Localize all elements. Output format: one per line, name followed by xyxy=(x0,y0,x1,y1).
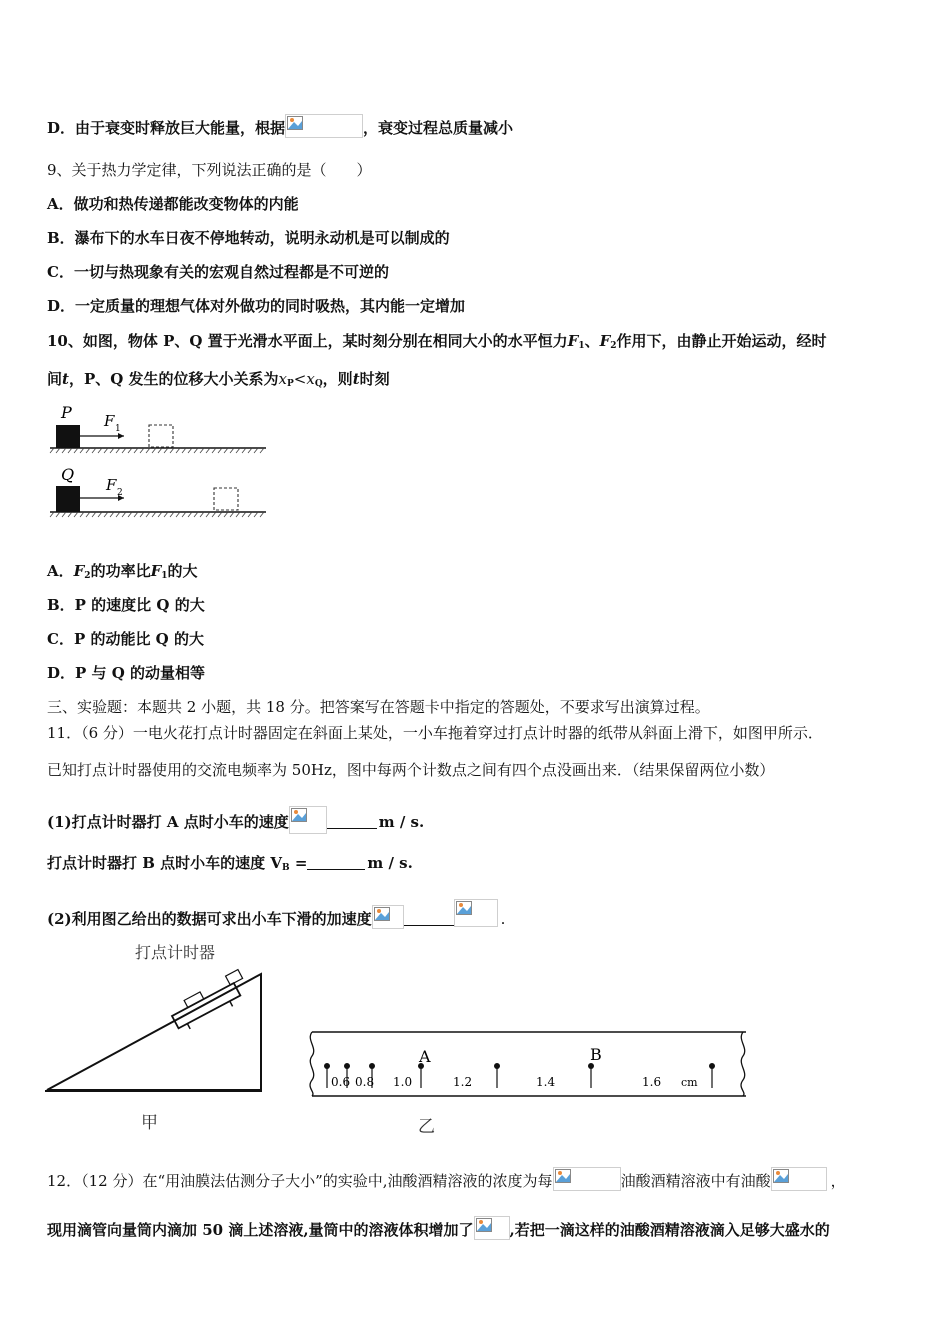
force-symbol: F xyxy=(73,562,85,580)
q10-text: 作用下，由静止开始运动，经时 xyxy=(616,332,827,350)
label-f1: F xyxy=(104,412,115,430)
unit-cm: cm xyxy=(681,1076,698,1089)
q8-option-d xyxy=(47,114,513,138)
q12-text-4: ,若把一滴这样的油酸酒精溶液滴入足够大盛水的 xyxy=(509,1221,830,1239)
q8-option-d-text: D．由于衰变时释放巨大能量，根据 xyxy=(47,119,286,137)
point-label-a: A xyxy=(419,1047,431,1066)
block-p xyxy=(56,425,80,448)
broken-image-icon xyxy=(476,1218,492,1232)
caption-yi: 乙 xyxy=(418,1117,435,1137)
tape-dot xyxy=(344,1063,350,1069)
q12-line2 xyxy=(47,1216,830,1240)
formula-image xyxy=(771,1167,827,1191)
subscript: 2 xyxy=(84,571,91,581)
q10-text: ，则 xyxy=(322,370,353,388)
q10-text: 间 xyxy=(47,370,63,388)
subscript: 1 xyxy=(578,341,585,351)
q10-option-a-text-2: 的大 xyxy=(167,562,198,580)
q11-part1-text: (1)打点计时器打 A 点时小车的速度 xyxy=(47,813,289,831)
label-p: P xyxy=(61,403,72,422)
label-f2: F xyxy=(106,476,117,494)
tape-left-torn xyxy=(310,1032,314,1096)
q10-figure xyxy=(44,400,274,525)
q12-comma: ， xyxy=(830,1172,846,1190)
dashed-block-p xyxy=(149,425,173,447)
formula-image xyxy=(454,899,498,927)
segment-label: 1.6 xyxy=(642,1075,662,1089)
figure-incline xyxy=(40,938,280,1138)
broken-image-icon xyxy=(456,901,472,915)
point-label-b: B xyxy=(590,1045,602,1064)
q9-option-a: A．做功和热传递都能改变物体的内能 xyxy=(47,195,299,213)
section3-heading: 三、实验题：本题共 2 小题，共 18 分。把答案写在答题卡中指定的答题处，不要求写出演算过程。 xyxy=(47,698,710,716)
broken-image-icon xyxy=(287,116,303,130)
figure-tape xyxy=(298,1020,758,1140)
time-symbol: t xyxy=(352,370,360,388)
x-symbol: x xyxy=(306,370,315,388)
period: . xyxy=(500,910,506,928)
q10-text: ，P、Q 发生的位移大小关系为 xyxy=(68,370,279,388)
unit-text: m / s. xyxy=(367,854,413,872)
q10-option-d: D．P 与 Q 的动量相等 xyxy=(47,664,206,682)
q10-option-a xyxy=(47,561,198,586)
subscript: 2 xyxy=(610,341,617,351)
q10-text: 10、如图，物体 P、Q 置于光滑水平面上，某时刻分别在相同大小的水平恒力 xyxy=(47,332,568,350)
q10-text: 时刻 xyxy=(359,370,390,388)
q10-option-b: B．P 的速度比 Q 的大 xyxy=(47,596,205,614)
unit-text: m / s. xyxy=(378,813,425,831)
tape-right-torn xyxy=(741,1032,745,1096)
answer-blank[interactable] xyxy=(307,855,365,870)
q11-part1b xyxy=(47,853,413,878)
block-q xyxy=(56,486,80,512)
tape-dot xyxy=(369,1063,375,1069)
q12-text-3: 现用滴管向量筒内滴加 50 滴上述溶液,量筒中的溶液体积增加了 xyxy=(47,1221,474,1239)
formula-image xyxy=(285,114,363,138)
broken-image-icon xyxy=(374,907,390,921)
equals-sign: = xyxy=(289,854,308,872)
q9-option-c: C．一切与热现象有关的宏观自然过程都是不可逆的 xyxy=(47,263,389,281)
q12-line1 xyxy=(47,1167,846,1191)
tape-dot xyxy=(709,1063,715,1069)
q11-part2-text: (2)利用图乙给出的数据可求出小车下滑的加速度 xyxy=(47,910,372,928)
q9-option-b: B．瀑布下的水车日夜不停地转动，说明永动机是可以制成的 xyxy=(47,229,450,247)
subscript: B xyxy=(281,863,290,873)
q11-part1 xyxy=(47,806,424,834)
subscript: P xyxy=(287,379,294,389)
q11-stem-line2: 已知打点计时器使用的交流电频率为 50Hz，图中每两个计数点之间有四个点没画出来．（结果保留两位小数） xyxy=(47,761,775,779)
answer-blank[interactable] xyxy=(404,911,454,926)
segment-label: 1.4 xyxy=(536,1075,556,1089)
tape-dot xyxy=(324,1063,330,1069)
segment-label: 1.0 xyxy=(393,1075,413,1089)
segment-label: 0.8 xyxy=(355,1075,375,1089)
segment-label: 0.6 xyxy=(331,1075,351,1089)
timer-label: 打点计时器 xyxy=(135,943,216,962)
q11-stem-line1: 11．（6 分）一电火花打点计时器固定在斜面上某处，一小车拖着穿过打点计时器的纸带从斜面上滑下，如图甲所示． xyxy=(47,724,823,742)
q10-option-c: C．P 的动能比 Q 的大 xyxy=(47,630,204,648)
time-symbol: t xyxy=(62,370,69,388)
q9-option-d: D．一定质量的理想气体对外做功的同时吸热，其内能一定增加 xyxy=(47,297,466,315)
formula-image xyxy=(474,1216,510,1240)
dashed-block-q xyxy=(214,488,238,510)
formula-image xyxy=(289,806,327,834)
q9-stem: 9、关于热力学定律，下列说法正确的是（ ） xyxy=(47,161,372,179)
q10-stem-line2 xyxy=(47,369,390,394)
subscript: Q xyxy=(314,379,323,389)
broken-image-icon xyxy=(773,1169,789,1183)
subscript: 1 xyxy=(161,571,168,581)
formula-image xyxy=(553,1167,621,1191)
broken-image-icon xyxy=(291,808,307,822)
x-symbol: x xyxy=(278,370,287,388)
less-than: < xyxy=(293,370,307,388)
separator: 、 xyxy=(584,332,600,350)
q12-text: 12．（12 分）在“用油膜法估测分子大小”的实验中,油酸酒精溶液的浓度为每 xyxy=(47,1172,553,1190)
option-letter: A． xyxy=(47,562,74,580)
label-q: Q xyxy=(61,465,75,484)
incline xyxy=(47,974,261,1090)
force-symbol: F xyxy=(567,332,579,350)
force-symbol: F xyxy=(599,332,611,350)
segment-label: 1.2 xyxy=(453,1075,473,1089)
broken-image-icon xyxy=(555,1169,571,1183)
answer-blank[interactable] xyxy=(327,814,377,829)
label-f1-sub: 1 xyxy=(115,424,121,434)
q12-text-2: 油酸酒精溶液中有油酸 xyxy=(620,1172,771,1190)
caption-jia: 甲 xyxy=(141,1113,158,1133)
q11-part1b-text: 打点计时器打 B 点时小车的速度 V xyxy=(47,854,282,872)
force-symbol: F xyxy=(150,562,162,580)
formula-image xyxy=(372,905,404,929)
q10-stem-line1 xyxy=(47,331,827,356)
tape-dot xyxy=(494,1063,500,1069)
q8-option-d-text-2: ，衰变过程总质量减小 xyxy=(363,119,514,137)
q10-option-a-text: 的功率比 xyxy=(90,562,151,580)
label-f2-sub: 2 xyxy=(117,488,123,498)
q11-part2 xyxy=(47,899,505,929)
